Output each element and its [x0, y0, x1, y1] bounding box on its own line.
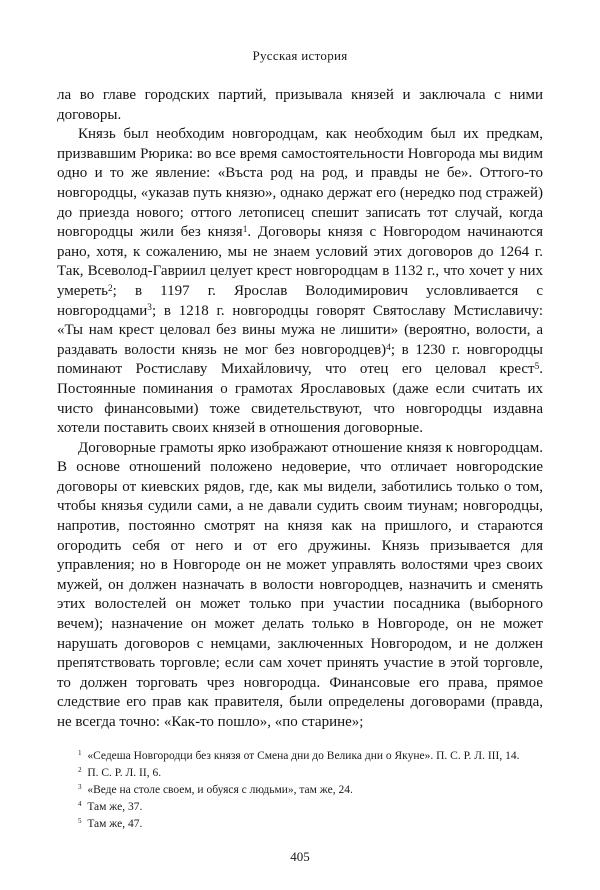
paragraph: Князь был необходим новгородцам, как необходим был их предкам, призвавшим Рюрика: во все время самостоятельности Новгорода мы видим одно и то же явление: «Въста род на род, и правды не бе». Оттого-то новгородцы, «указав путь князю», однако держат его (нередко под стражей) до приезда нового; оттого летописец спешит записать тот случай, когда новгородцы жили без князя$^1$. Договоры князя с Новгородом начинаются рано, хотя, к сожалению, мы не знаем условий этих договоров до 1264 г. Так, Всеволод-Гавриил целует крест новгородцам в 1132 г., что хочет у них умереть$^2$; в 1197 г. Ярослав Володимирович условливается с новгородцами$^3$; в 1218 г. новгородцы говорят Святославу Мстиславичу: «Ты нам крест целовал без вины мужа не лишити» (вероятно, волости, а раздавать волости князь не мог без новгородцев)$^4$; в 1230 г. новгородцы поминают Ростиславу Михайловичу, что отец его целовал крест$^5$. Постоянные поминания о грамотах Ярославовых (даже если считать их чисто финансовыми) тоже свидетельствуют, что новгородцы издавна хотели поставить своих князей в отношения договорные.: [57, 126, 544, 437]
footnote-number: 4: [78, 800, 82, 809]
footnote-marker: 5: [534, 362, 540, 373]
footnote-marker: 2: [108, 283, 113, 294]
footnote: $^4$ Там же, 37.: [78, 800, 143, 813]
footnote: $^3$ «Веде на столе своем, и обуяся с людьми», там же, 24.: [78, 783, 353, 796]
footnote: $^1$ «Седеша Новгородци без князя от Смена дни до Велика дни о Якуне». П. С. Р. Л. III, 14.: [78, 749, 520, 762]
paragraph: ла во главе городских партий, призывала князей и заключала с ними договоры.: [57, 87, 543, 123]
footnote-number: 5: [78, 817, 82, 826]
footnote-number: 1: [78, 749, 82, 758]
footnote-number: 3: [78, 783, 82, 792]
footnote-marker: 4: [386, 342, 391, 353]
footnotes: [57, 748, 543, 833]
footnote-marker: 1: [242, 224, 248, 235]
body-text: [57, 86, 543, 733]
footnote: $^5$ Там же, 47.: [78, 817, 143, 830]
page-number: 405: [290, 848, 310, 864]
footnote-marker: 3: [147, 303, 152, 314]
paragraph: Договорные грамоты ярко изображают отношение князя к новгородцам. В основе отношений положено недоверие, что отличает новгородские договоры от киевских рядов, где, как мы видели, заботились только о том, чтобы князья судили сами, а не давали судить своим тиунам; новгородцы, напротив, постоянно смотрят на князя как на пришлого, и стараются огородить себя от него и от его дружины. Князь призывается для управления; но в Новгороде он не может управлять волостями чрез своих мужей, он должен назначать в волости новгородцев, назначить и сменять этих волостелей он может только при участии посадника (выборного вечем); назначение он может делать только в Новгороде, он не может нарушать договоров с немцами, заключенных Новгородом, и не должен препятствовать торговле; если сам хочет принять участие в этой торговле, то должен торговать чрез новгородца. Финансовые его права, прямое следствие его прав как правителя, были определены договорами (правда, не всегда точно: «Как-то пошло», «по старине»;: [57, 439, 543, 730]
footnote: $^2$ П. С. Р. Л. II, 6.: [78, 766, 162, 779]
footnote-number: 2: [78, 766, 82, 775]
running-head: Русская история: [252, 48, 348, 63]
